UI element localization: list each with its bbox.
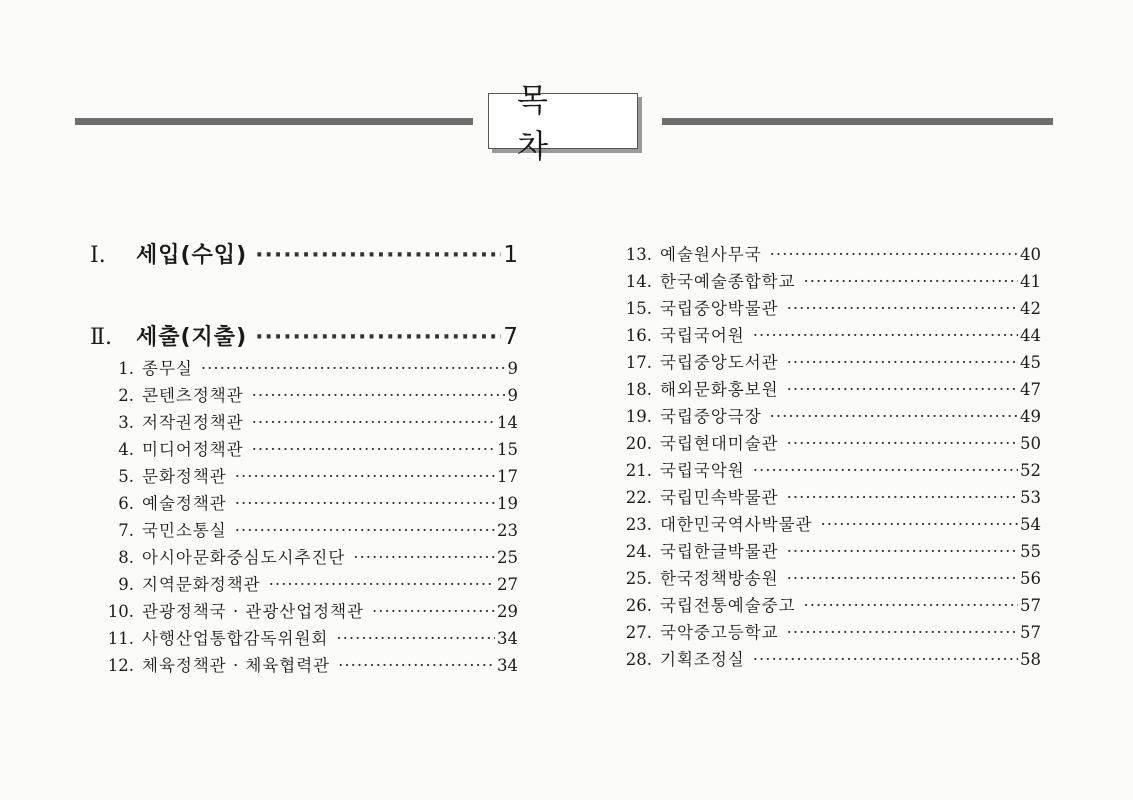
item-label: 관광정책국 · 관광산업정책관 — [142, 602, 365, 621]
toc-item[interactable] — [608, 646, 1041, 673]
item-label: 사행산업통합감독위원회 — [142, 629, 329, 648]
item-page: 40 — [1020, 245, 1041, 264]
item-number: 10. — [107, 602, 134, 621]
item-number: 17. — [625, 353, 652, 372]
leader-dots — [787, 299, 1018, 318]
item-label: 문화정책관 — [142, 467, 227, 486]
item-page: 25 — [497, 548, 518, 567]
item-number: 21. — [625, 461, 652, 480]
item-number: 2. — [118, 386, 134, 405]
toc-item[interactable] — [90, 382, 518, 409]
section-page: 1 — [503, 242, 518, 268]
item-page: 44 — [1020, 326, 1041, 345]
item-label: 한국정책방송원 — [660, 569, 779, 588]
item-label: 국민소통실 — [142, 521, 227, 540]
item-number: 16. — [625, 326, 652, 345]
toc-item[interactable] — [608, 349, 1041, 376]
item-number: 22. — [625, 488, 652, 507]
section-number: Ⅰ. — [90, 243, 106, 268]
item-page: 45 — [1020, 353, 1041, 372]
item-number: 18. — [625, 380, 652, 399]
toc-item[interactable] — [90, 625, 518, 652]
leader-dots — [787, 488, 1018, 507]
toc-item[interactable] — [90, 436, 518, 463]
item-number: 7. — [118, 521, 134, 540]
leader-dots — [770, 407, 1018, 426]
toc-item[interactable] — [90, 571, 518, 598]
toc-item[interactable] — [608, 619, 1041, 646]
toc-item[interactable] — [608, 457, 1041, 484]
leader-dots — [255, 325, 501, 350]
toc-item[interactable] — [608, 538, 1041, 565]
item-page: 52 — [1020, 461, 1041, 480]
item-page: 50 — [1020, 434, 1041, 453]
page-title: 목 차 — [488, 93, 638, 149]
leader-dots — [255, 243, 501, 268]
item-page: 34 — [497, 656, 518, 675]
item-label: 국립민속박물관 — [660, 488, 779, 507]
leader-dots — [820, 515, 1018, 534]
item-label: 국립현대미술관 — [660, 434, 779, 453]
item-label: 국립전통예술중고 — [660, 596, 796, 615]
leader-dots — [252, 440, 495, 459]
item-page: 29 — [497, 602, 518, 621]
item-number: 24. — [625, 542, 652, 561]
section-label: 세입(수입) — [136, 243, 248, 268]
item-page: 27 — [497, 575, 518, 594]
item-page: 57 — [1020, 596, 1041, 615]
section-number: Ⅱ. — [90, 325, 112, 350]
toc-item[interactable] — [608, 376, 1041, 403]
item-label: 국립중앙도서관 — [660, 353, 779, 372]
toc-section[interactable] — [90, 238, 518, 268]
item-number: 12. — [107, 656, 134, 675]
item-label: 예술정책관 — [142, 494, 227, 513]
item-page: 14 — [497, 413, 518, 432]
item-label: 종무실 — [142, 359, 193, 378]
toc-section[interactable] — [90, 320, 518, 350]
item-label: 국립중앙박물관 — [660, 299, 779, 318]
item-number: 20. — [625, 434, 652, 453]
leader-dots — [338, 656, 495, 675]
toc-item[interactable] — [608, 511, 1041, 538]
item-page: 57 — [1020, 623, 1041, 642]
item-label: 국립국어원 — [660, 326, 745, 345]
title-rule-left — [75, 118, 473, 125]
item-page: 53 — [1020, 488, 1041, 507]
leader-dots — [235, 521, 495, 540]
leader-dots — [235, 467, 495, 486]
item-label: 국립한글박물관 — [660, 542, 779, 561]
toc-item[interactable] — [608, 403, 1041, 430]
item-page: 55 — [1020, 542, 1041, 561]
item-page: 49 — [1020, 407, 1041, 426]
leader-dots — [787, 353, 1018, 372]
item-label: 체육정책관 · 체육협력관 — [142, 656, 331, 675]
item-number: 25. — [625, 569, 652, 588]
leader-dots — [804, 596, 1018, 615]
leader-dots — [201, 359, 506, 378]
title-rule-right — [662, 118, 1053, 125]
item-number: 26. — [625, 596, 652, 615]
item-page: 15 — [497, 440, 518, 459]
toc-item[interactable] — [608, 241, 1041, 268]
section-label: 세출(지출) — [136, 325, 248, 350]
item-page: 58 — [1020, 650, 1041, 669]
leader-dots — [787, 569, 1018, 588]
item-page: 23 — [497, 521, 518, 540]
leader-dots — [753, 650, 1018, 669]
toc-item[interactable] — [90, 409, 518, 436]
toc-item[interactable] — [608, 268, 1041, 295]
item-label: 지역문화정책관 — [142, 575, 261, 594]
toc-item[interactable] — [608, 430, 1041, 457]
item-number: 14. — [625, 272, 652, 291]
item-page: 34 — [497, 629, 518, 648]
toc-item[interactable] — [90, 652, 518, 679]
leader-dots — [252, 386, 506, 405]
item-number: 19. — [625, 407, 652, 426]
item-page: 41 — [1020, 272, 1041, 291]
item-number: 15. — [625, 299, 652, 318]
leader-dots — [770, 245, 1018, 264]
item-number: 11. — [107, 629, 134, 648]
item-label: 해외문화홍보원 — [660, 380, 779, 399]
item-page: 42 — [1020, 299, 1041, 318]
toc-item[interactable] — [90, 463, 518, 490]
toc-item[interactable] — [90, 544, 518, 571]
toc-item[interactable] — [608, 322, 1041, 349]
leader-dots — [753, 461, 1018, 480]
item-page: 17 — [497, 467, 518, 486]
item-label: 콘텐츠정책관 — [142, 386, 244, 405]
toc-item[interactable] — [90, 517, 518, 544]
toc-item[interactable] — [90, 490, 518, 517]
toc-item[interactable] — [608, 484, 1041, 511]
item-label: 대한민국역사박물관 — [660, 515, 813, 534]
item-number: 4. — [118, 440, 134, 459]
item-label: 국악중고등학교 — [660, 623, 779, 642]
item-label: 기획조정실 — [660, 650, 745, 669]
item-number: 9. — [118, 575, 134, 594]
toc-item[interactable] — [608, 295, 1041, 322]
item-number: 8. — [118, 548, 134, 567]
item-number: 27. — [625, 623, 652, 642]
leader-dots — [353, 548, 495, 567]
item-number: 13. — [625, 245, 652, 264]
leader-dots — [787, 542, 1018, 561]
item-number: 28. — [625, 650, 652, 669]
item-label: 한국예술종합학교 — [660, 272, 796, 291]
item-number: 3. — [118, 413, 134, 432]
item-label: 아시아문화중심도시추진단 — [142, 548, 346, 567]
leader-dots — [804, 272, 1018, 291]
item-page: 54 — [1020, 515, 1041, 534]
leader-dots — [787, 623, 1018, 642]
item-number: 1. — [118, 359, 134, 378]
leader-dots — [336, 629, 495, 648]
item-page: 47 — [1020, 380, 1041, 399]
leader-dots — [372, 602, 495, 621]
leader-dots — [252, 413, 495, 432]
item-label: 예술원사무국 — [660, 245, 762, 264]
item-page: 9 — [507, 386, 518, 405]
item-label: 국립국악원 — [660, 461, 745, 480]
leader-dots — [753, 326, 1018, 345]
leader-dots — [269, 575, 495, 594]
item-page: 56 — [1020, 569, 1041, 588]
section-page: 7 — [503, 324, 518, 350]
toc-item[interactable] — [90, 598, 518, 625]
item-number: 23. — [625, 515, 652, 534]
item-page: 9 — [507, 359, 518, 378]
item-label: 미디어정책관 — [142, 440, 244, 459]
toc-item[interactable] — [608, 565, 1041, 592]
item-number: 6. — [118, 494, 134, 513]
item-label: 저작권정책관 — [142, 413, 244, 432]
item-label: 국립중앙극장 — [660, 407, 762, 426]
leader-dots — [235, 494, 495, 513]
toc-item[interactable] — [90, 355, 518, 382]
leader-dots — [787, 380, 1018, 399]
leader-dots — [787, 434, 1018, 453]
item-number: 5. — [118, 467, 134, 486]
toc-item[interactable] — [608, 592, 1041, 619]
item-page: 19 — [497, 494, 518, 513]
